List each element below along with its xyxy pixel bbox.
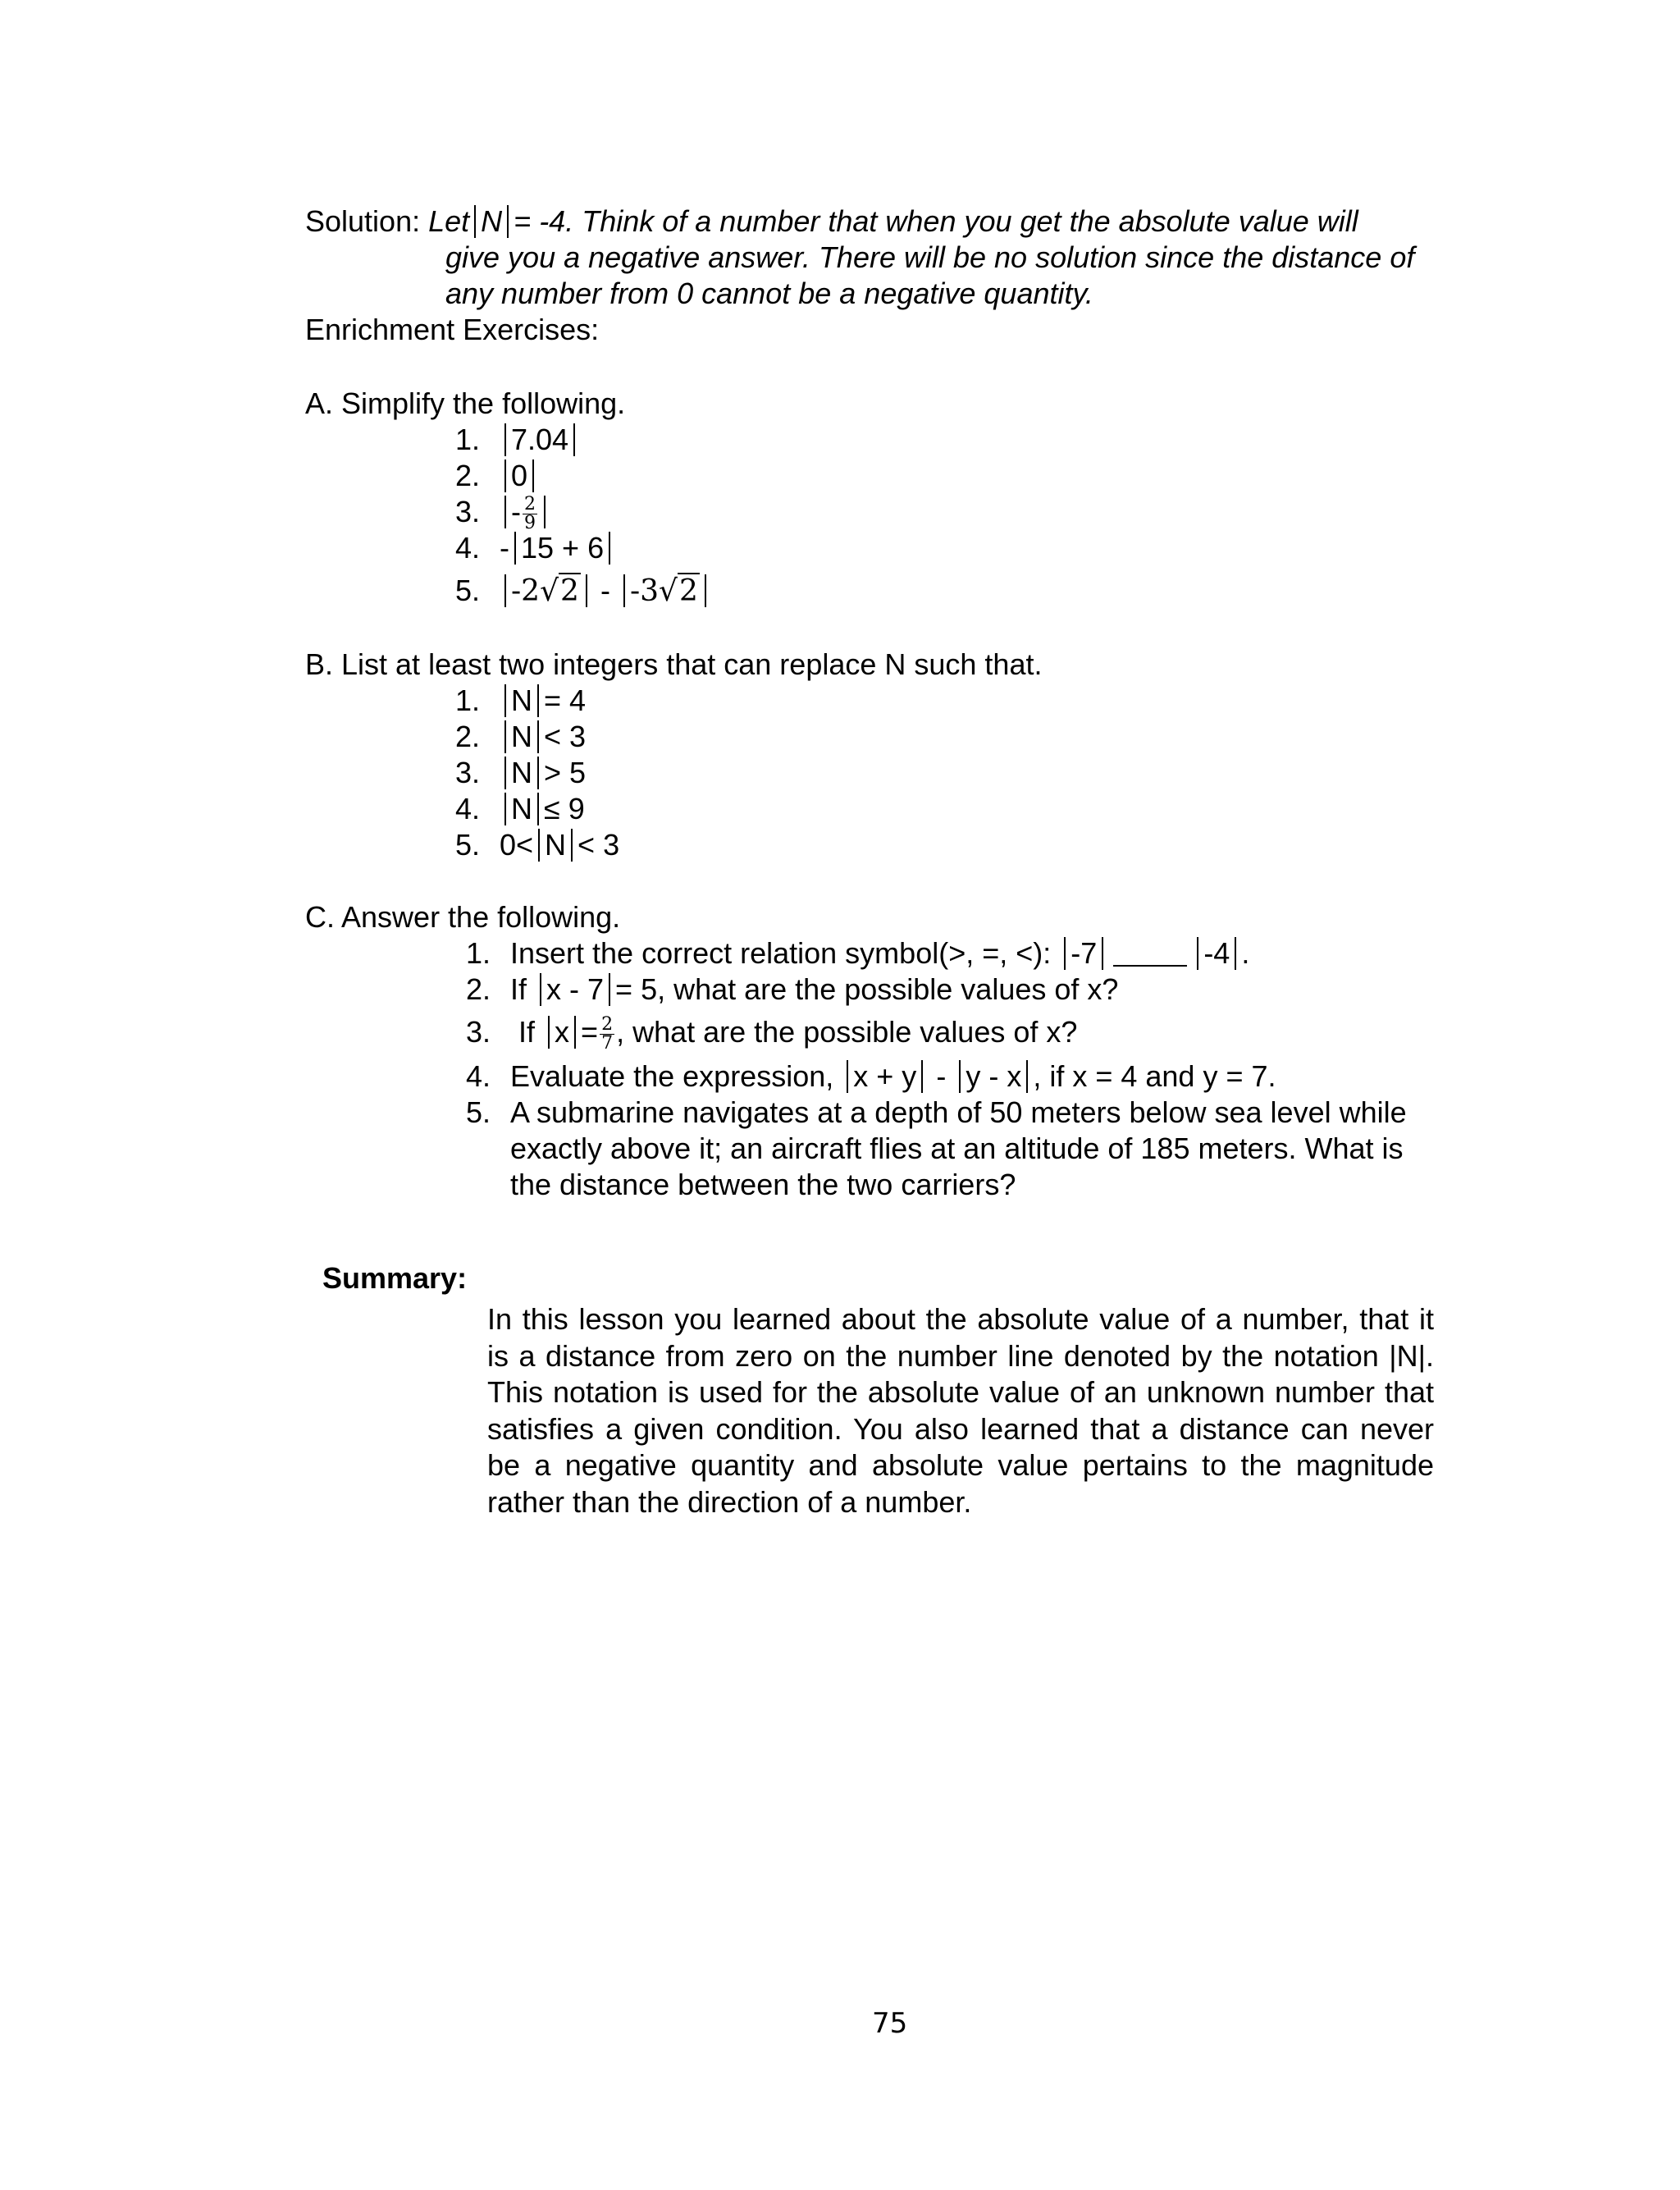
summary-paragraph: In this lesson you learned about the absolute value of a number, that it is a distance from zero on the number line denoted by the notation |N|. This notation is used for the absolute value of an unknown number that satisfies a given condition. You also learned that a distance can never be a negative quantity and absolute value pertains to the magnitude rather than the direction of a number.	[487, 1302, 1434, 1519]
solution-line1-rest: = -4. Think of a number that when you get the absolute value will	[514, 204, 1358, 238]
solution-var: N	[481, 204, 503, 238]
abs-bar	[507, 205, 509, 238]
solution-line-2: give you a negative answer. There will be no solution since the distance of	[445, 240, 1415, 274]
section-a-item-3: 3. - $\frac{2}{9}$	[439, 494, 550, 533]
section-c-item-5-line-3: the distance between the two carriers?	[510, 1168, 1016, 1201]
section-b-item-3: 3. N > 5	[454, 756, 587, 789]
enrichment-heading: Enrichment Exercises:	[305, 313, 600, 346]
page-number: 75	[872, 2007, 908, 2040]
solution-let: Let	[428, 204, 470, 238]
section-c-item-2: 2. If x - 7 = 5, what are the possible values of x?	[465, 972, 1119, 1006]
fraction: $\frac{2}{7}$	[601, 1013, 614, 1054]
solution-line-1	[305, 203, 1358, 240]
section-b-item-2: 2. N < 3	[454, 720, 587, 753]
section-c-item-3: 3. If x = $\frac{2}{7}$ , what are the possible values of x?	[465, 1013, 1078, 1054]
section-c-item-4: 4. Evaluate the expression, x + y - y - x , if x = 4 and y = 7.	[465, 1059, 1276, 1093]
section-b-item-5: 5. 0< N < 3	[454, 828, 620, 862]
section-a-item-1: 1. 7.04	[439, 422, 580, 458]
section-b-item-1: 1. N = 4	[454, 684, 587, 717]
section-c-item-5-line-2: exactly above it; an aircraft flies at an altitude of 185 meters. What is	[510, 1132, 1404, 1165]
section-a-item-5: 5. -2√2 - -3√2	[439, 573, 711, 610]
section-c-heading: C. Answer the following.	[305, 900, 621, 934]
section-b-heading: B. List at least two integers that can replace N such that.	[305, 647, 1043, 681]
section-a-heading: A. Simplify the following.	[305, 386, 626, 420]
solution-label: Solution:	[305, 204, 421, 238]
answer-blank	[1113, 940, 1187, 967]
section-c-item-1: 1. Insert the correct relation symbol(>, =, <): -7 -4 .	[465, 936, 1250, 970]
section-b-item-4: 4. N ≤ 9	[454, 792, 585, 825]
fraction: $\frac{2}{9}$	[524, 493, 536, 533]
section-a-item-4: 4. - 15 + 6	[439, 530, 615, 566]
solution-line-3: any number from 0 cannot be a negative quantity.	[445, 277, 1093, 310]
abs-bar	[474, 205, 476, 238]
section-a-item-2: 2. 0	[439, 458, 539, 494]
section-c-item-5-line-1: 5. A submarine navigates at a depth of 50 meters below sea level while	[465, 1095, 1407, 1129]
summary-label: Summary:	[322, 1261, 468, 1295]
